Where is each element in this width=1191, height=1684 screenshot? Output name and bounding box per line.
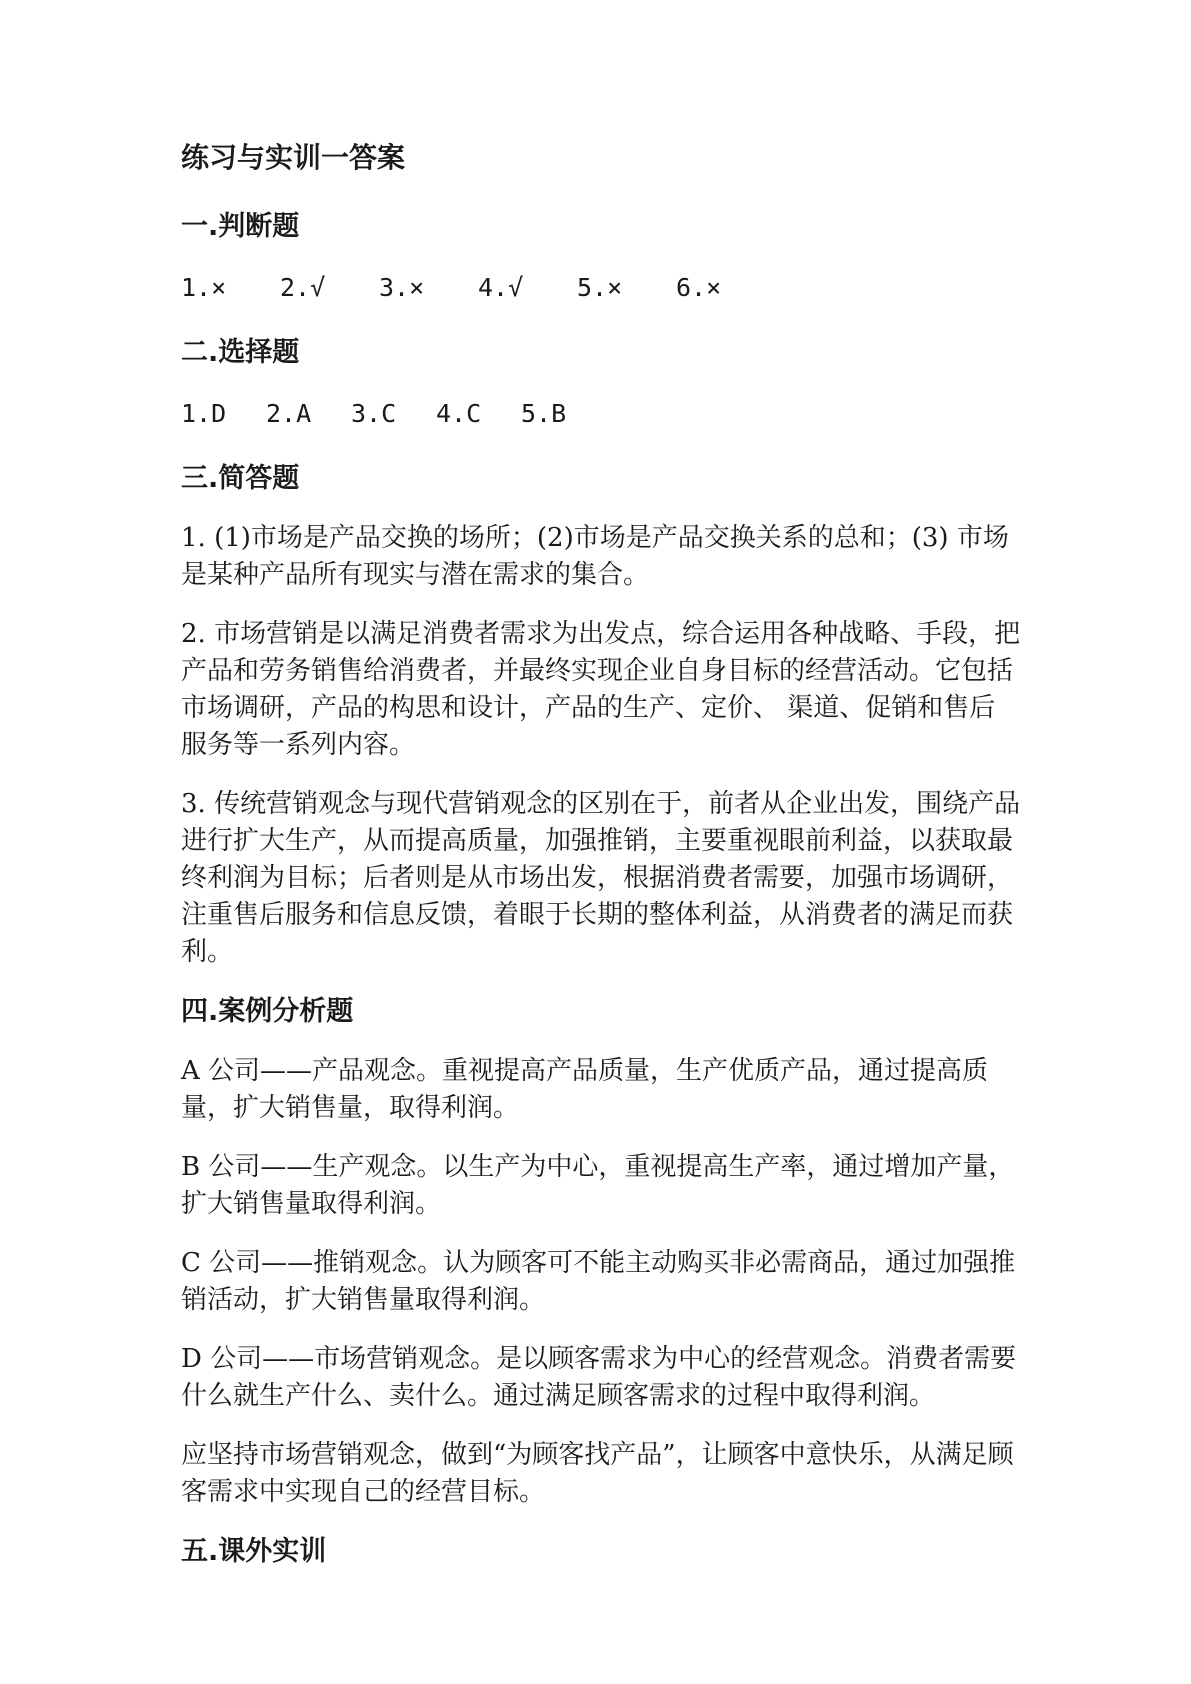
short-answer-paragraph: 1. (1)市场是产品交换的场所；(2)市场是产品交换关系的总和；(3) 市场是某种产品所有现实与潜在需求的集合。 xyxy=(181,523,1009,590)
true-false-answers xyxy=(181,268,1021,308)
section-heading-practice: 五.课外实训 xyxy=(181,1536,327,1567)
section-heading-multiple-choice: 二.选择题 xyxy=(181,337,300,368)
answer-item: 5.× xyxy=(577,273,623,302)
multiple-choice-answers xyxy=(181,394,1021,434)
case-analysis-paragraph: B 公司——生产观念。以生产为中心，重视提高生产率，通过增加产量，扩大销售量取得利润。 xyxy=(181,1152,1015,1219)
answer-item: 2.A xyxy=(266,399,312,428)
document-content xyxy=(181,138,1021,1593)
answer-item: 6.× xyxy=(676,273,722,302)
case-analysis-paragraph: 应坚持市场营销观念，做到“为顾客找产品”，让顾客中意快乐，从满足顾客需求中实现自己的经营目标。 xyxy=(181,1440,1014,1507)
answer-item: 4.C xyxy=(436,399,482,428)
answer-item: 1.D xyxy=(181,399,227,428)
answer-item: 3.× xyxy=(379,273,425,302)
short-answer-paragraph: 3. 传统营销观念与现代营销观念的区别在于，前者从企业出发，围绕产品进行扩大生产，从而提高质量，加强推销，主要重视眼前利益，以获取最终利润为目标；后者则是从市场出发，根据消费者需要，加强市场调研，注重售后服务和信息反馈，着眼于长期的整体利益，从消费者的满足而获利。 xyxy=(181,789,1021,967)
answer-item: 1.× xyxy=(181,273,227,302)
section-heading-case-analysis: 四.案例分析题 xyxy=(181,996,354,1027)
answer-item: 2.√ xyxy=(280,273,326,302)
section-heading-short-answer: 三.简答题 xyxy=(181,463,300,494)
document-title: 练习与实训一答案 xyxy=(181,141,406,174)
answer-item: 3.C xyxy=(351,399,397,428)
case-analysis-paragraph: A 公司——产品观念。重视提高产品质量，生产优质产品，通过提高质量，扩大销售量，取得利润。 xyxy=(181,1056,989,1123)
answer-item: 5.B xyxy=(521,399,567,428)
case-analysis-paragraph: D 公司——市场营销观念。是以顾客需求为中心的经营观念。消费者需要什么就生产什么、卖什么。通过满足顾客需求的过程中取得利润。 xyxy=(181,1344,1017,1411)
case-analysis-paragraph: C 公司——推销观念。认为顾客可不能主动购买非必需商品，通过加强推销活动，扩大销售量取得利润。 xyxy=(181,1248,1016,1315)
answer-item: 4.√ xyxy=(478,273,524,302)
short-answer-paragraph: 2. 市场营销是以满足消费者需求为出发点，综合运用各种战略、手段，把产品和劳务销售给消费者，并最终实现企业自身目标的经营活动。它包括市场调研，产品的构思和设计，产品的生产、定价、 渠道、促销和售后服务等一系列内容。 xyxy=(181,619,1021,760)
section-heading-true-false: 一.判断题 xyxy=(181,211,300,242)
